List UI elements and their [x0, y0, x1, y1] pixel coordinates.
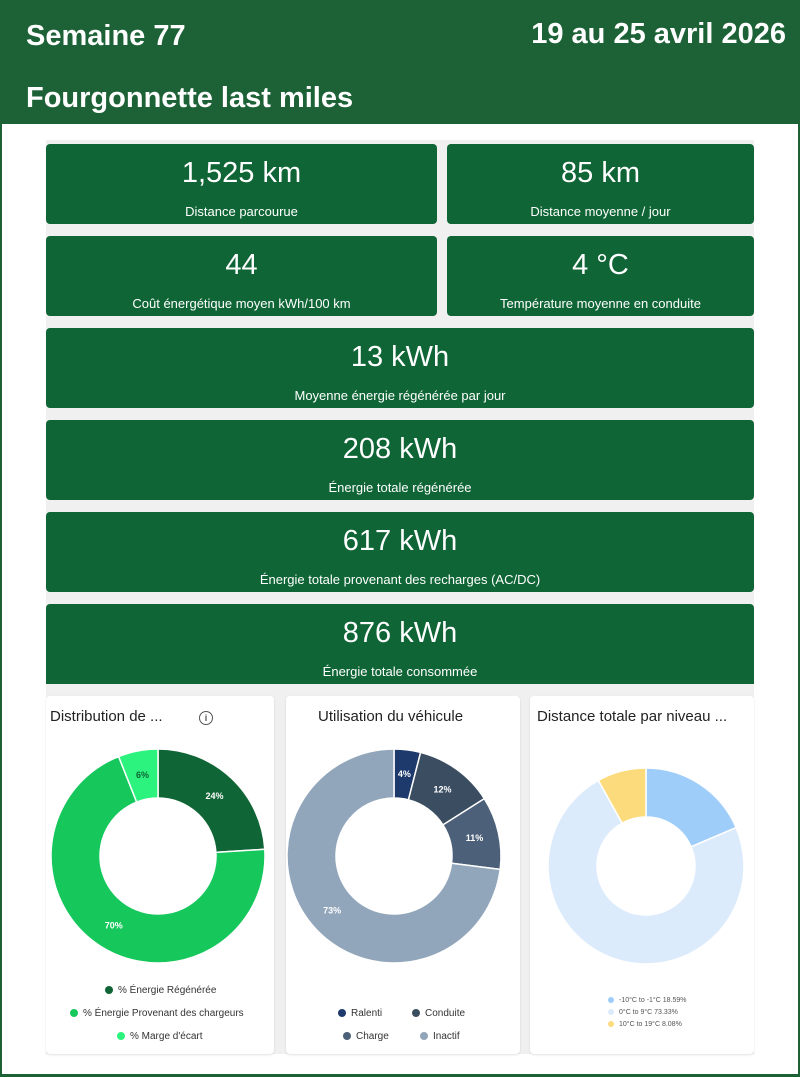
legend-item-marge[interactable] [117, 1031, 203, 1042]
legend-label: Conduite [425, 1008, 466, 1019]
legend-dot [608, 1009, 614, 1015]
kpi-regen-total-label: Énergie totale régénérée [328, 480, 472, 495]
legend-item-charge[interactable] [343, 1031, 389, 1042]
kpi-recharge-total-value: 617 kWh [342, 525, 458, 557]
kpi-energy-cost-value: 44 [225, 249, 258, 281]
kpi-avg-distance-value: 85 km [561, 157, 640, 189]
legend-item-ralenti[interactable] [338, 1008, 382, 1019]
legend-dot [343, 1032, 351, 1040]
date-range: 19 au 25 avril 2026 [531, 18, 786, 50]
legend-label: -10°C to -1°C 18.59% [619, 997, 687, 1004]
legend-label: Charge [356, 1031, 389, 1042]
legend-dot [608, 997, 614, 1003]
kpi-regen-total [46, 420, 754, 500]
legend-dot [420, 1032, 428, 1040]
legend-label: 0°C to 9°C 73.33% [619, 1009, 678, 1016]
kpi-temperature-value: 4 °C [572, 249, 629, 281]
kpi-distance [46, 144, 437, 224]
report-panel [2, 124, 798, 1074]
legend-dot [105, 986, 113, 994]
legend-label: 10°C to 19°C 8.08% [619, 1021, 682, 1028]
kpi-distance-value: 1,525 km [181, 157, 302, 189]
kpi-distance-label: Distance parcourue [185, 204, 298, 219]
header [0, 0, 800, 124]
donut-chart-utilisation [286, 736, 520, 1016]
legend-dot [608, 1021, 614, 1027]
legend-item-cold[interactable] [608, 997, 686, 1004]
kpi-energy-cost-label: Coût énergétique moyen kWh/100 km [132, 296, 351, 311]
kpi-avg-distance [447, 144, 754, 224]
legend-dot [412, 1009, 420, 1017]
kpi-consumed-total-value: 876 kWh [342, 617, 458, 649]
legend-item-chargeurs[interactable] [70, 1008, 244, 1019]
legend-label: Ralenti [351, 1008, 383, 1019]
kpi-regen-day [46, 328, 754, 408]
legend-label: % Énergie Provenant des chargeurs [83, 1008, 244, 1019]
kpi-recharge-total-label: Énergie totale provenant des recharges (AC/DC) [259, 572, 541, 587]
legend-label: % Énergie Régénérée [118, 985, 217, 996]
legend-dot [338, 1009, 346, 1017]
slice-label-3: 73% [323, 905, 342, 916]
legend-dot [70, 1009, 78, 1017]
slice-label-2: 11% [465, 833, 484, 844]
kpi-regen-total-value: 208 kWh [342, 433, 458, 465]
donut-chart-distribution [46, 736, 274, 1016]
slice-label-1: 70% [104, 920, 123, 931]
legend-item-inactif[interactable] [420, 1031, 460, 1042]
dashboard-content [46, 140, 754, 1054]
kpi-energy-cost [46, 236, 437, 316]
chart-title-distance-temp: Distance totale par niveau ... [537, 708, 728, 725]
kpi-avg-distance-label: Distance moyenne / jour [530, 204, 671, 219]
slice-label-0: 4% [397, 769, 411, 780]
info-icon[interactable]: i [199, 711, 213, 725]
legend-item-regeneree[interactable] [105, 985, 216, 996]
kpi-recharge-total [46, 512, 754, 592]
legend-item-mild[interactable] [608, 1009, 678, 1016]
kpi-temperature-label: Température moyenne en conduite [500, 296, 701, 311]
chart-title-distribution: Distribution de ... [50, 708, 163, 725]
kpi-temperature [447, 236, 754, 316]
chart-title-utilisation: Utilisation du véhicule [318, 708, 464, 725]
chart-card-utilisation [286, 696, 520, 1054]
slice-label-2: 6% [136, 769, 150, 780]
donut-chart-distance-temp [530, 736, 754, 1016]
legend-item-warm[interactable] [608, 1021, 682, 1028]
legend-dot [117, 1032, 125, 1040]
vehicle-title: Fourgonnette last miles [26, 82, 354, 114]
kpi-consumed-total-label: Énergie totale consommée [322, 664, 478, 679]
chart-card-distance-temp [530, 696, 754, 1054]
legend-label: Inactif [433, 1031, 460, 1042]
legend-item-conduite[interactable] [412, 1008, 465, 1019]
slice-label-0: 24% [205, 790, 224, 801]
kpi-regen-day-label: Moyenne énergie régénérée par jour [294, 388, 506, 403]
week-title: Semaine 77 [26, 20, 186, 52]
slice-label-1: 12% [433, 784, 452, 795]
kpi-consumed-total [46, 604, 754, 684]
legend-label: % Marge d'écart [130, 1031, 203, 1042]
chart-card-distribution [46, 696, 274, 1054]
kpi-regen-day-value: 13 kWh [350, 341, 450, 373]
